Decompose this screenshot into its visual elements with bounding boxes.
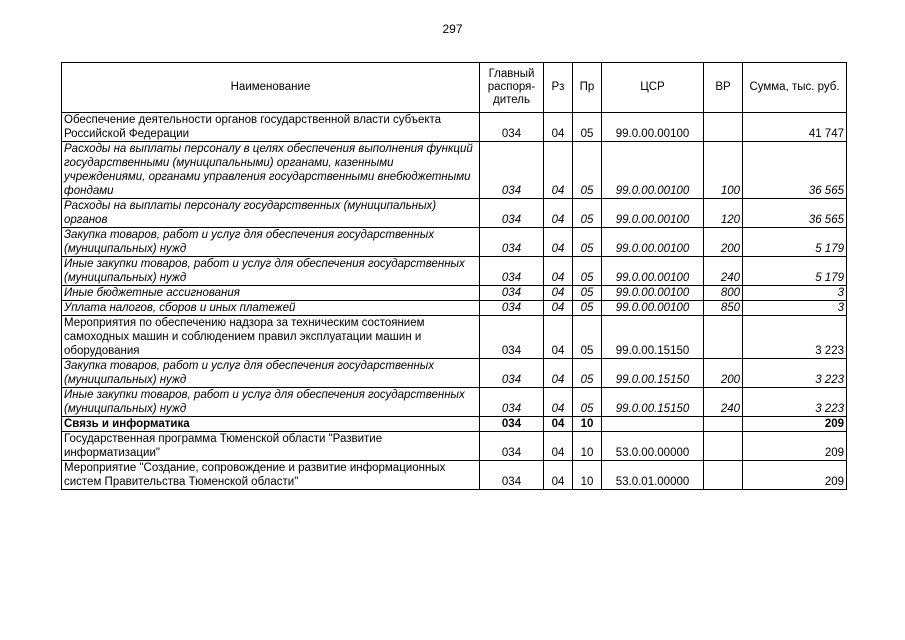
cell-vr <box>704 461 743 490</box>
cell-pr: 05 <box>573 316 602 359</box>
cell-sum: 3 <box>743 301 847 316</box>
cell-rz: 04 <box>544 417 573 432</box>
cell-admin: 034 <box>480 417 544 432</box>
cell-admin: 034 <box>480 301 544 316</box>
cell-pr: 05 <box>573 199 602 228</box>
cell-rz: 04 <box>544 316 573 359</box>
cell-pr: 05 <box>573 388 602 417</box>
table-row <box>62 388 847 417</box>
cell-csr: 99.0.00.00100 <box>602 199 704 228</box>
cell-pr: 05 <box>573 301 602 316</box>
cell-csr: 99.0.00.00100 <box>602 257 704 286</box>
cell-name: Связь и информатика <box>62 417 480 432</box>
cell-admin: 034 <box>480 142 544 199</box>
header-rz: Рз <box>544 63 573 113</box>
cell-name: Иные закупки товаров, работ и услуг для обеспечения государственных (муниципальных) нужд <box>62 388 480 417</box>
cell-rz: 04 <box>544 301 573 316</box>
table-body <box>62 113 847 490</box>
cell-pr: 05 <box>573 359 602 388</box>
cell-vr: 850 <box>704 301 743 316</box>
cell-name: Обеспечение деятельности органов государственной власти субъекта Российской Федерации <box>62 113 480 142</box>
cell-admin: 034 <box>480 461 544 490</box>
cell-sum: 3 223 <box>743 316 847 359</box>
table-row <box>62 228 847 257</box>
cell-vr: 120 <box>704 199 743 228</box>
cell-name: Мероприятия по обеспечению надзора за техническим состоянием самоходных машин и соблюдением правил эксплуатации машин и оборудования <box>62 316 480 359</box>
cell-vr <box>704 113 743 142</box>
cell-name: Закупка товаров, работ и услуг для обеспечения государственных (муниципальных) нужд <box>62 228 480 257</box>
table-row <box>62 417 847 432</box>
table-row <box>62 301 847 316</box>
cell-vr: 240 <box>704 257 743 286</box>
cell-rz: 04 <box>544 388 573 417</box>
cell-pr: 05 <box>573 257 602 286</box>
cell-vr <box>704 316 743 359</box>
cell-sum: 3 223 <box>743 359 847 388</box>
cell-vr <box>704 432 743 461</box>
page-number: 297 <box>442 22 463 36</box>
cell-pr: 05 <box>573 286 602 301</box>
cell-name: Закупка товаров, работ и услуг для обеспечения государственных (муниципальных) нужд <box>62 359 480 388</box>
cell-pr: 05 <box>573 113 602 142</box>
cell-name: Мероприятие "Создание, сопровождение и развитие информационных систем Правительства Тюменской области" <box>62 461 480 490</box>
cell-vr: 800 <box>704 286 743 301</box>
cell-name: Уплата налогов, сборов и иных платежей <box>62 301 480 316</box>
table-row <box>62 359 847 388</box>
cell-rz: 04 <box>544 432 573 461</box>
cell-csr: 99.0.00.15150 <box>602 359 704 388</box>
header-row <box>62 63 847 113</box>
cell-admin: 034 <box>480 432 544 461</box>
cell-sum: 5 179 <box>743 228 847 257</box>
cell-rz: 04 <box>544 257 573 286</box>
cell-csr: 99.0.00.00100 <box>602 301 704 316</box>
cell-rz: 04 <box>544 359 573 388</box>
cell-pr: 10 <box>573 461 602 490</box>
cell-vr: 100 <box>704 142 743 199</box>
cell-sum: 3 223 <box>743 388 847 417</box>
cell-csr: 53.0.01.00000 <box>602 461 704 490</box>
cell-csr: 99.0.00.00100 <box>602 142 704 199</box>
table-row <box>62 461 847 490</box>
cell-rz: 04 <box>544 113 573 142</box>
table-row <box>62 113 847 142</box>
cell-admin: 034 <box>480 359 544 388</box>
cell-sum: 209 <box>743 461 847 490</box>
cell-rz: 04 <box>544 142 573 199</box>
table-row <box>62 142 847 199</box>
cell-name: Расходы на выплаты персоналу в целях обеспечения выполнения функций государственными (муниципальными) органами, казенными учреждениями, органами управления государственными внебюджетными фондами <box>62 142 480 199</box>
cell-csr: 53.0.00.00000 <box>602 432 704 461</box>
table-row <box>62 286 847 301</box>
cell-csr <box>602 417 704 432</box>
budget-table <box>61 62 847 490</box>
cell-pr: 05 <box>573 142 602 199</box>
cell-vr: 200 <box>704 228 743 257</box>
cell-vr: 240 <box>704 388 743 417</box>
cell-sum: 3 <box>743 286 847 301</box>
header-name: Наименование <box>62 63 480 113</box>
cell-rz: 04 <box>544 461 573 490</box>
cell-pr: 05 <box>573 228 602 257</box>
cell-admin: 034 <box>480 228 544 257</box>
cell-csr: 99.0.00.00100 <box>602 113 704 142</box>
cell-admin: 034 <box>480 199 544 228</box>
cell-admin: 034 <box>480 388 544 417</box>
cell-rz: 04 <box>544 286 573 301</box>
cell-pr: 10 <box>573 432 602 461</box>
cell-vr: 200 <box>704 359 743 388</box>
cell-name: Иные закупки товаров, работ и услуг для обеспечения государственных (муниципальных) нужд <box>62 257 480 286</box>
table-row <box>62 432 847 461</box>
cell-csr: 99.0.00.00100 <box>602 286 704 301</box>
cell-rz: 04 <box>544 228 573 257</box>
header-pr: Пр <box>573 63 602 113</box>
cell-vr <box>704 417 743 432</box>
cell-rz: 04 <box>544 199 573 228</box>
header-admin: Главный распоря-дитель <box>480 63 544 113</box>
cell-name: Государственная программа Тюменской области "Развитие информатизации" <box>62 432 480 461</box>
table-row <box>62 316 847 359</box>
cell-csr: 99.0.00.00100 <box>602 228 704 257</box>
cell-pr: 10 <box>573 417 602 432</box>
table-row <box>62 199 847 228</box>
cell-admin: 034 <box>480 286 544 301</box>
cell-sum: 36 565 <box>743 199 847 228</box>
cell-admin: 034 <box>480 316 544 359</box>
cell-admin: 034 <box>480 113 544 142</box>
cell-sum: 41 747 <box>743 113 847 142</box>
cell-sum: 209 <box>743 432 847 461</box>
cell-csr: 99.0.00.15150 <box>602 316 704 359</box>
cell-sum: 5 179 <box>743 257 847 286</box>
cell-name: Иные бюджетные ассигнования <box>62 286 480 301</box>
cell-sum: 36 565 <box>743 142 847 199</box>
cell-name: Расходы на выплаты персоналу государственных (муниципальных) органов <box>62 199 480 228</box>
cell-admin: 034 <box>480 257 544 286</box>
header-vr: ВР <box>704 63 743 113</box>
header-csr: ЦСР <box>602 63 704 113</box>
table-row <box>62 257 847 286</box>
header-sum: Сумма, тыс. руб. <box>743 63 847 113</box>
cell-sum: 209 <box>743 417 847 432</box>
cell-csr: 99.0.00.15150 <box>602 388 704 417</box>
